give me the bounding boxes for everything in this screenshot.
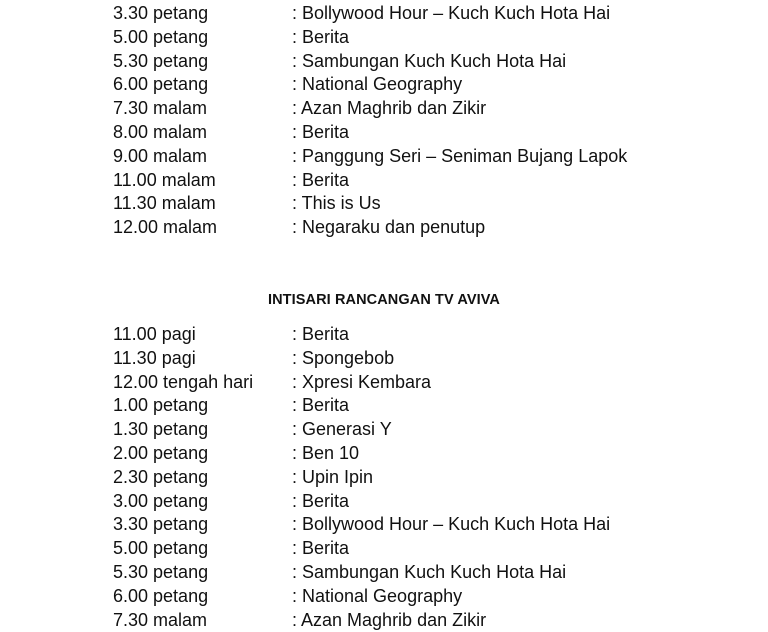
program-cell: : Berita <box>292 169 350 190</box>
time-cell: 5.00 petang <box>113 538 209 559</box>
schedule-row <box>0 537 768 561</box>
program-cell: : This is Us <box>292 193 381 214</box>
time-cell: 7.30 malam <box>113 98 208 119</box>
schedule-row <box>0 585 768 609</box>
schedule-row <box>0 490 768 514</box>
program-cell: : Berita <box>292 121 350 142</box>
program-cell: : Berita <box>292 324 350 344</box>
schedule-row <box>0 394 768 418</box>
schedule-row <box>0 145 768 169</box>
schedule-row <box>0 561 768 585</box>
program-cell: : Berita <box>292 538 350 559</box>
schedule-row <box>0 73 768 97</box>
schedule-row <box>0 466 768 490</box>
program-cell: : Sambungan Kuch Kuch Hota Hai <box>292 50 567 71</box>
program-cell: : Ben 10 <box>292 442 360 463</box>
program-cell: : National Geography <box>292 74 463 95</box>
schedule-row <box>0 121 768 145</box>
time-cell: 5.30 petang <box>113 561 209 582</box>
time-cell: 12.00 malam <box>113 217 218 238</box>
time-cell: 5.00 petang <box>113 26 209 47</box>
schedule-row <box>0 216 768 240</box>
program-cell: : Azan Maghrib dan Zikir <box>292 609 487 630</box>
time-cell: 12.00 tengah hari <box>113 371 254 392</box>
schedule-row <box>0 97 768 121</box>
time-cell: 11.30 malam <box>113 193 216 214</box>
program-cell: : Bollywood Hour – Kuch Kuch Hota Hai <box>292 3 611 23</box>
program-cell: : Berita <box>292 490 350 511</box>
schedule-row <box>0 169 768 193</box>
time-cell: 6.00 petang <box>113 585 209 606</box>
schedule-row <box>0 371 768 395</box>
time-cell: 11.00 malam <box>113 169 216 190</box>
time-cell: 3.30 petang <box>113 514 209 535</box>
program-cell: : Generasi Y <box>292 419 392 440</box>
program-cell: : Berita <box>292 395 350 416</box>
program-cell: : Upin Ipin <box>292 466 374 487</box>
schedule-list-top <box>0 2 768 240</box>
schedule-row <box>0 2 768 26</box>
schedule-row <box>0 347 768 371</box>
schedule-row <box>0 513 768 537</box>
program-cell: : Sambungan Kuch Kuch Hota Hai <box>292 561 567 582</box>
program-cell: : Negaraku dan penutup <box>292 217 486 238</box>
time-cell: 3.00 petang <box>113 490 209 511</box>
program-cell: : Panggung Seri – Seniman Bujang Lapok <box>292 145 628 166</box>
time-cell: 6.00 petang <box>113 74 209 95</box>
schedule-row <box>0 50 768 74</box>
time-cell: 1.00 petang <box>113 395 209 416</box>
program-cell: : National Geography <box>292 585 463 606</box>
program-cell: : Spongebob <box>292 347 395 368</box>
program-cell: : Berita <box>292 26 350 47</box>
time-cell: 11.00 pagi <box>113 324 196 344</box>
time-cell: 3.30 petang <box>113 3 209 23</box>
program-cell: : Bollywood Hour – Kuch Kuch Hota Hai <box>292 514 611 535</box>
schedule-row <box>0 323 768 347</box>
schedule-row <box>0 26 768 50</box>
time-cell: 2.00 petang <box>113 442 209 463</box>
schedule-list-bottom <box>0 323 768 632</box>
program-cell: : Azan Maghrib dan Zikir <box>292 98 487 119</box>
time-cell: 8.00 malam <box>113 121 208 142</box>
time-cell: 1.30 petang <box>113 419 209 440</box>
schedule-row <box>0 192 768 216</box>
schedule-row <box>0 418 768 442</box>
time-cell: 7.30 malam <box>113 609 208 630</box>
time-cell: 2.30 petang <box>113 466 209 487</box>
schedule-row <box>0 442 768 466</box>
schedule-row <box>0 609 768 632</box>
time-cell: 9.00 malam <box>113 145 208 166</box>
time-cell: 11.30 pagi <box>113 347 196 368</box>
section-heading: INTISARI RANCANGAN TV AVIVA <box>267 292 501 308</box>
program-cell: : Xpresi Kembara <box>292 371 432 392</box>
time-cell: 5.30 petang <box>113 50 209 71</box>
